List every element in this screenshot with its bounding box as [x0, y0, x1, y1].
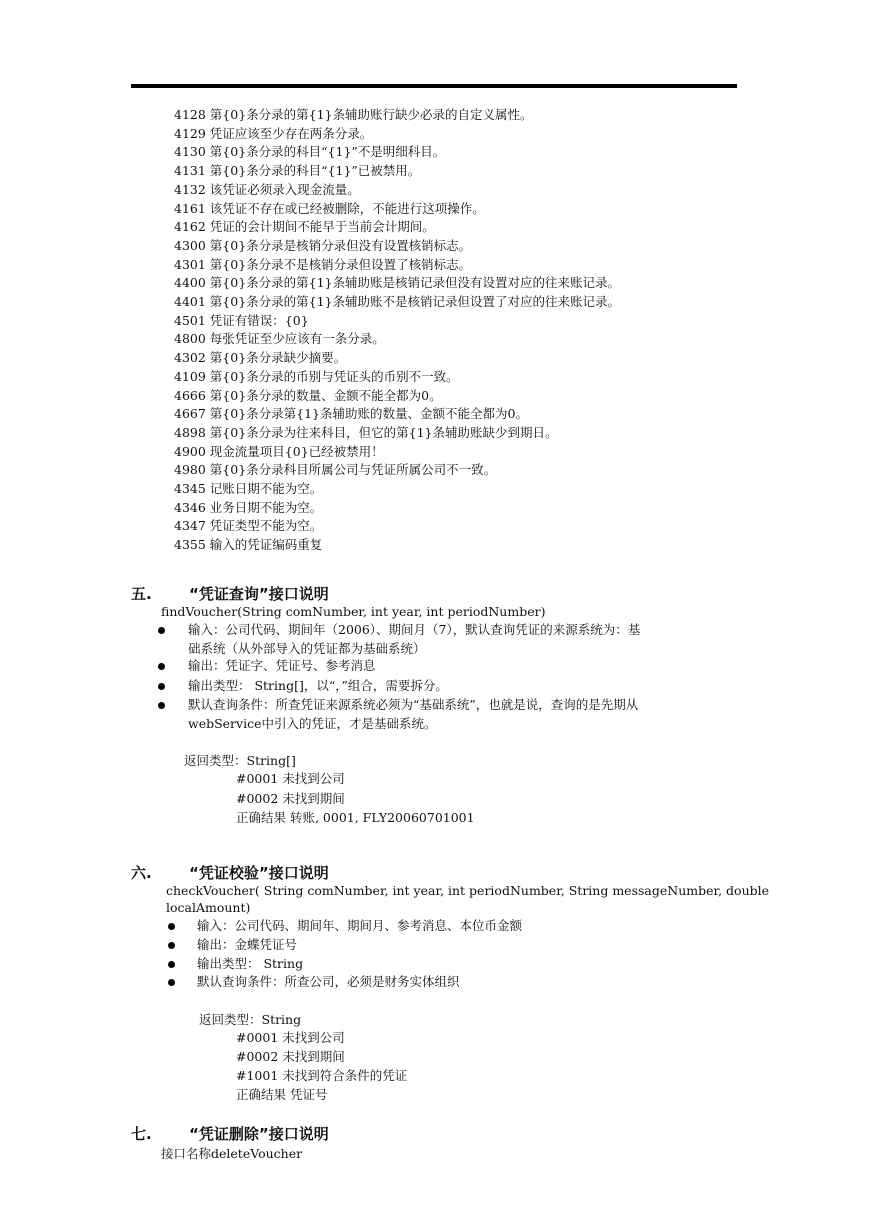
- error-code-line: 4980 第{0}条分录科目所属公司与凭证所属公司不一致。: [174, 462, 497, 478]
- section-number: 五.: [131, 585, 152, 603]
- bullet-text: 默认查询条件：所查公司，必须是财务实体组织: [197, 974, 460, 989]
- bullet-text: 输出类型： String: [197, 956, 304, 971]
- section-heading-check-voucher: [131, 862, 329, 883]
- result-line: #0002 未找到期间: [236, 791, 345, 806]
- result-line: #1001 未找到符合条件的凭证: [236, 1068, 408, 1083]
- error-code-line: 4130 第{0}条分录的科目“{1}”不是明细科目。: [174, 144, 446, 160]
- section-title: “凭证查询”接口说明: [189, 585, 329, 603]
- error-code-line: 4301 第{0}条分录不是核销分录但设置了核销标志。: [174, 256, 472, 272]
- return-type: 返回类型：String[]: [184, 753, 296, 768]
- error-code-line: 4345 记账日期不能为空。: [174, 481, 323, 497]
- error-code-line: 4667 第{0}条分录第{1}条辅助账的数量、金额不能全都为0。: [174, 406, 528, 422]
- return-type: 返回类型：String: [199, 1012, 302, 1027]
- bullet-icon: [158, 663, 165, 670]
- result-line: 正确结果 凭证号: [236, 1087, 328, 1102]
- error-code-line: 4346 业务日期不能为空。: [174, 499, 323, 515]
- bullet-text: 默认查询条件：所查凭证来源系统必须为“基础系统”，也就是说，查询的是先期从: [188, 697, 639, 712]
- error-code-line: 4132 该凭证必须录入现金流量。: [174, 181, 360, 197]
- method-signature-continued: localAmount): [166, 900, 251, 915]
- bullet-icon: [168, 961, 175, 968]
- bullet-icon: [158, 683, 165, 690]
- error-code-line: 4302 第{0}条分录缺少摘要。: [174, 350, 347, 366]
- error-code-line: 4161 该凭证不存在或已经被删除，不能进行这项操作。: [174, 200, 485, 216]
- result-line: #0001 未找到公司: [236, 1030, 345, 1045]
- bullet-text: webService中引入的凭证，才是基础系统。: [188, 716, 437, 731]
- error-code-line: 4300 第{0}条分录是核销分录但没有设置核销标志。: [174, 237, 472, 253]
- bullet-icon: [168, 923, 175, 930]
- error-code-line: 4800 每张凭证至少应该有一条分录。: [174, 331, 385, 347]
- interface-name: 接口名称deleteVoucher: [161, 1146, 303, 1161]
- section-number: 六.: [131, 864, 152, 882]
- bullet-text: 输出：凭证字、凭证号、参考消息: [188, 658, 376, 673]
- bullet-text: 础系统（从外部导入的凭证都为基础系统）: [188, 641, 426, 656]
- result-line: #0002 未找到期间: [236, 1049, 345, 1064]
- result-line: #0001 未找到公司: [236, 771, 345, 786]
- section-heading-find-voucher: [131, 583, 329, 604]
- bullet-text: 输入：公司代码、期间年（2006）、期间月（7），默认查询凭证的来源系统为：基: [188, 622, 641, 637]
- bullet-icon: [168, 979, 175, 986]
- error-code-line: 4898 第{0}条分录为往来科目，但它的第{1}条辅助账缺少到期日。: [174, 424, 558, 440]
- method-signature: findVoucher(String comNumber, int year, int periodNumber): [161, 604, 546, 619]
- bullet-text: 输出：金蝶凭证号: [197, 937, 298, 952]
- error-code-line: 4355 输入的凭证编码重复: [174, 537, 323, 553]
- bullet-text: 输出类型： String[]，以“，”组合，需要拆分。: [188, 678, 448, 693]
- error-code-line: 4162 凭证的会计期间不能早于当前会计期间。: [174, 219, 435, 235]
- error-code-line: 4128 第{0}条分录的第{1}条辅助账行缺少必录的自定义属性。: [174, 107, 533, 122]
- bullet-text: 输入：公司代码、期间年、期间月、参考消息、本位币金额: [197, 918, 523, 933]
- error-code-line: 4129 凭证应该至少存在两条分录。: [174, 125, 373, 141]
- error-code-line: 4400 第{0}条分录的第{1}条辅助账是核销记录但没有设置对应的往来账记录。: [174, 275, 621, 291]
- bullet-icon: [168, 942, 175, 949]
- header-rule: [131, 84, 737, 88]
- error-code-line: 4401 第{0}条分录的第{1}条辅助账不是核销记录但设置了对应的往来账记录。: [174, 294, 621, 310]
- section-heading-delete-voucher: [131, 1123, 329, 1144]
- result-line: 正确结果 转账, 0001, FLY20060701001: [236, 810, 475, 825]
- error-code-line: 4501 凭证有错误：{0}: [174, 312, 309, 328]
- error-code-line: 4666 第{0}条分录的数量、金额不能全都为0。: [174, 387, 442, 403]
- error-code-line: 4109 第{0}条分录的币别与凭证头的币别不一致。: [174, 368, 459, 384]
- error-code-line: 4347 凭证类型不能为空。: [174, 518, 323, 534]
- error-code-line: 4131 第{0}条分录的科目“{1}”已被禁用。: [174, 163, 421, 179]
- bullet-icon: [158, 702, 165, 709]
- error-code-list: [174, 106, 620, 555]
- method-signature: checkVoucher( String comNumber, int year, int periodNumber, String messageNumber, double: [166, 883, 770, 898]
- section-title: “凭证删除”接口说明: [189, 1125, 329, 1143]
- section-title: “凭证校验”接口说明: [189, 864, 329, 882]
- section-number: 七.: [131, 1125, 152, 1143]
- bullet-icon: [158, 627, 165, 634]
- error-code-line: 4900 现金流量项目{0}已经被禁用！: [174, 443, 384, 459]
